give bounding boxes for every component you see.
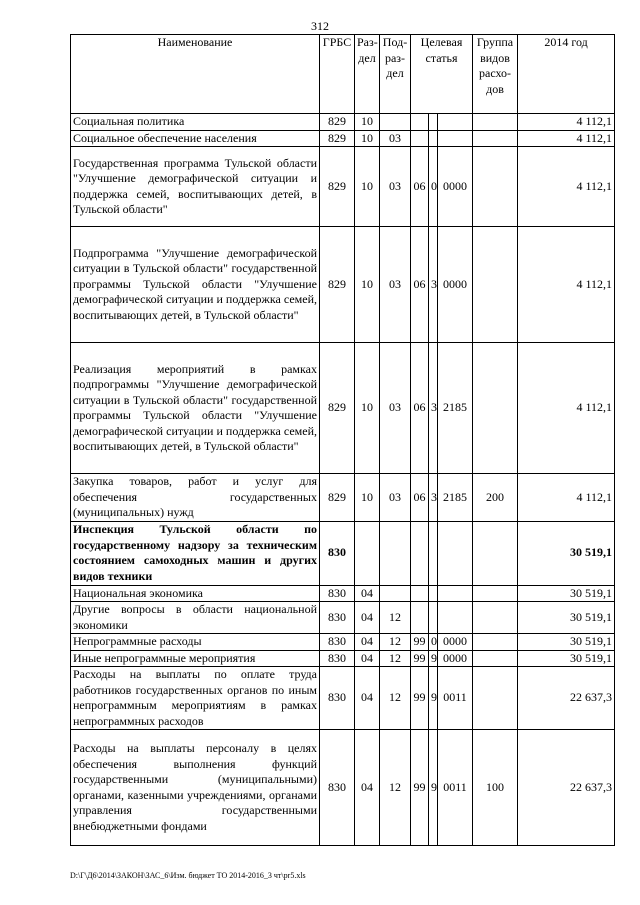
cell-target-subprogram: 3	[429, 474, 438, 522]
table-row	[71, 343, 615, 474]
cell-target-direction	[438, 114, 473, 131]
cell-grbs: 830	[320, 730, 355, 846]
cell-podrazdel: 03	[380, 474, 411, 522]
cell-name: Расходы на выплаты по оплате труда работников государственных органов по иным непрограммным мероприятиям в рамках непрограммных расходов	[71, 667, 320, 730]
cell-target-program: 06	[411, 227, 429, 343]
cell-target-program: 99	[411, 634, 429, 651]
cell-expense-group	[473, 130, 518, 147]
cell-razdel: 10	[355, 130, 380, 147]
cell-razdel: 10	[355, 147, 380, 227]
table-row	[71, 650, 615, 667]
cell-razdel: 04	[355, 650, 380, 667]
cell-target-direction: 0011	[438, 667, 473, 730]
cell-razdel: 04	[355, 634, 380, 651]
cell-grbs: 830	[320, 521, 355, 585]
table-row	[71, 602, 615, 634]
cell-name: Социальная политика	[71, 114, 320, 131]
header-razdel: Раз-дел	[355, 35, 380, 114]
cell-amount: 4 112,1	[518, 114, 615, 131]
cell-target-direction: 0000	[438, 227, 473, 343]
cell-amount: 30 519,1	[518, 585, 615, 602]
table-row	[71, 474, 615, 522]
cell-podrazdel: 12	[380, 667, 411, 730]
cell-grbs: 830	[320, 650, 355, 667]
page-number: 312	[311, 19, 329, 33]
cell-target-subprogram	[429, 602, 438, 634]
cell-target-direction: 0000	[438, 634, 473, 651]
cell-target-subprogram	[429, 521, 438, 585]
cell-target-subprogram: 0	[429, 634, 438, 651]
cell-target-subprogram: 9	[429, 730, 438, 846]
cell-name: Реализация мероприятий в рамках подпрограммы "Улучшение демографической ситуации в Тульской области" государственной программы Тульской области "Улучшение демографической ситуации и поддержка семей, воспитывающих детей, в Тульской области"	[71, 343, 320, 474]
cell-razdel: 04	[355, 585, 380, 602]
cell-expense-group: 200	[473, 474, 518, 522]
cell-target-program	[411, 114, 429, 131]
cell-name: Иные непрограммные мероприятия	[71, 650, 320, 667]
cell-amount: 4 112,1	[518, 130, 615, 147]
cell-target-direction	[438, 602, 473, 634]
cell-name: Социальное обеспечение населения	[71, 130, 320, 147]
cell-razdel: 04	[355, 602, 380, 634]
cell-razdel: 04	[355, 667, 380, 730]
cell-target-subprogram: 3	[429, 343, 438, 474]
cell-target-direction	[438, 130, 473, 147]
table-row	[71, 730, 615, 846]
cell-target-program: 99	[411, 650, 429, 667]
cell-target-program: 06	[411, 343, 429, 474]
cell-razdel: 04	[355, 730, 380, 846]
cell-amount: 30 519,1	[518, 521, 615, 585]
cell-amount: 4 112,1	[518, 343, 615, 474]
cell-name: Подпрограмма "Улучшение демографической ситуации в Тульской области" государственной программы Тульской области "Улучшение демографической ситуации и поддержка семей, воспитывающих детей, в Тульской области"	[71, 227, 320, 343]
cell-razdel: 10	[355, 474, 380, 522]
cell-grbs: 829	[320, 114, 355, 131]
budget-table	[70, 34, 615, 846]
cell-grbs: 829	[320, 227, 355, 343]
cell-grbs: 829	[320, 474, 355, 522]
cell-razdel: 10	[355, 343, 380, 474]
cell-grbs: 830	[320, 602, 355, 634]
cell-target-program	[411, 585, 429, 602]
cell-grbs: 829	[320, 343, 355, 474]
cell-grbs: 830	[320, 585, 355, 602]
cell-amount: 30 519,1	[518, 602, 615, 634]
cell-amount: 22 637,3	[518, 730, 615, 846]
cell-amount: 30 519,1	[518, 634, 615, 651]
cell-expense-group	[473, 521, 518, 585]
cell-expense-group	[473, 114, 518, 131]
cell-podrazdel: 12	[380, 650, 411, 667]
cell-target-subprogram: 0	[429, 147, 438, 227]
cell-name: Другие вопросы в области национальной экономики	[71, 602, 320, 634]
cell-name: Государственная программа Тульской области "Улучшение демографической ситуации и поддержка семей, воспитывающих детей, в Тульской области"	[71, 147, 320, 227]
cell-name: Национальная экономика	[71, 585, 320, 602]
cell-podrazdel	[380, 585, 411, 602]
cell-amount: 4 112,1	[518, 474, 615, 522]
cell-podrazdel: 12	[380, 634, 411, 651]
header-group: Группа видов расхо-дов	[473, 35, 518, 114]
cell-target-program: 99	[411, 667, 429, 730]
cell-grbs: 829	[320, 130, 355, 147]
cell-podrazdel: 03	[380, 227, 411, 343]
cell-expense-group	[473, 227, 518, 343]
cell-target-subprogram: 9	[429, 667, 438, 730]
cell-target-direction: 2185	[438, 474, 473, 522]
cell-target-subprogram: 9	[429, 650, 438, 667]
cell-expense-group	[473, 585, 518, 602]
file-path-footer: D:\Г\Д6\2014\ЗАКОН\ЗАС_6\Изм. бюджет ТО 2014-2016_3 чт\pr5.xls	[70, 871, 306, 880]
cell-amount: 4 112,1	[518, 227, 615, 343]
cell-target-direction: 2185	[438, 343, 473, 474]
cell-podrazdel: 12	[380, 730, 411, 846]
table-row	[71, 114, 615, 131]
cell-podrazdel: 12	[380, 602, 411, 634]
cell-podrazdel: 03	[380, 343, 411, 474]
table-row	[71, 585, 615, 602]
cell-target-program	[411, 521, 429, 585]
cell-target-subprogram: 3	[429, 227, 438, 343]
table-row	[71, 147, 615, 227]
table-row	[71, 227, 615, 343]
header-year: 2014 год	[518, 35, 615, 114]
cell-razdel	[355, 521, 380, 585]
table-row	[71, 130, 615, 147]
cell-target-direction: 0000	[438, 650, 473, 667]
header-name: Наименование	[71, 35, 320, 114]
cell-grbs: 829	[320, 147, 355, 227]
cell-target-subprogram	[429, 130, 438, 147]
cell-target-program	[411, 602, 429, 634]
cell-razdel: 10	[355, 114, 380, 131]
cell-name: Расходы на выплаты персоналу в целях обеспечения выполнения функций государственными (муниципальными) органами, казенными учреждениями, органами управления государственными внебюджетными фондами	[71, 730, 320, 846]
header-target: Целевая статья	[411, 35, 473, 114]
cell-target-direction	[438, 521, 473, 585]
cell-razdel: 10	[355, 227, 380, 343]
cell-target-subprogram	[429, 114, 438, 131]
cell-target-direction: 0011	[438, 730, 473, 846]
cell-name: Непрограммные расходы	[71, 634, 320, 651]
header-grbs: ГРБС	[320, 35, 355, 114]
cell-expense-group	[473, 634, 518, 651]
cell-grbs: 830	[320, 667, 355, 730]
cell-name: Закупка товаров, работ и услуг для обеспечения государственных (муниципальных) нужд	[71, 474, 320, 522]
table-row	[71, 634, 615, 651]
header-podrazdel: Под-раз-дел	[380, 35, 411, 114]
cell-amount: 30 519,1	[518, 650, 615, 667]
cell-amount: 4 112,1	[518, 147, 615, 227]
cell-target-direction	[438, 585, 473, 602]
cell-expense-group	[473, 650, 518, 667]
cell-target-program: 99	[411, 730, 429, 846]
cell-expense-group: 100	[473, 730, 518, 846]
cell-target-program	[411, 130, 429, 147]
cell-podrazdel: 03	[380, 130, 411, 147]
cell-target-program: 06	[411, 147, 429, 227]
cell-target-direction: 0000	[438, 147, 473, 227]
cell-target-program: 06	[411, 474, 429, 522]
cell-expense-group	[473, 602, 518, 634]
cell-target-subprogram	[429, 585, 438, 602]
cell-expense-group	[473, 667, 518, 730]
cell-grbs: 830	[320, 634, 355, 651]
cell-name: Инспекция Тульской области по государственному надзору за техническим состоянием самоходных машин и других видов техники	[71, 521, 320, 585]
table-row	[71, 667, 615, 730]
cell-podrazdel	[380, 521, 411, 585]
cell-podrazdel	[380, 114, 411, 131]
table-row	[71, 521, 615, 585]
cell-podrazdel: 03	[380, 147, 411, 227]
cell-expense-group	[473, 147, 518, 227]
header-row	[71, 35, 615, 114]
cell-expense-group	[473, 343, 518, 474]
cell-amount: 22 637,3	[518, 667, 615, 730]
